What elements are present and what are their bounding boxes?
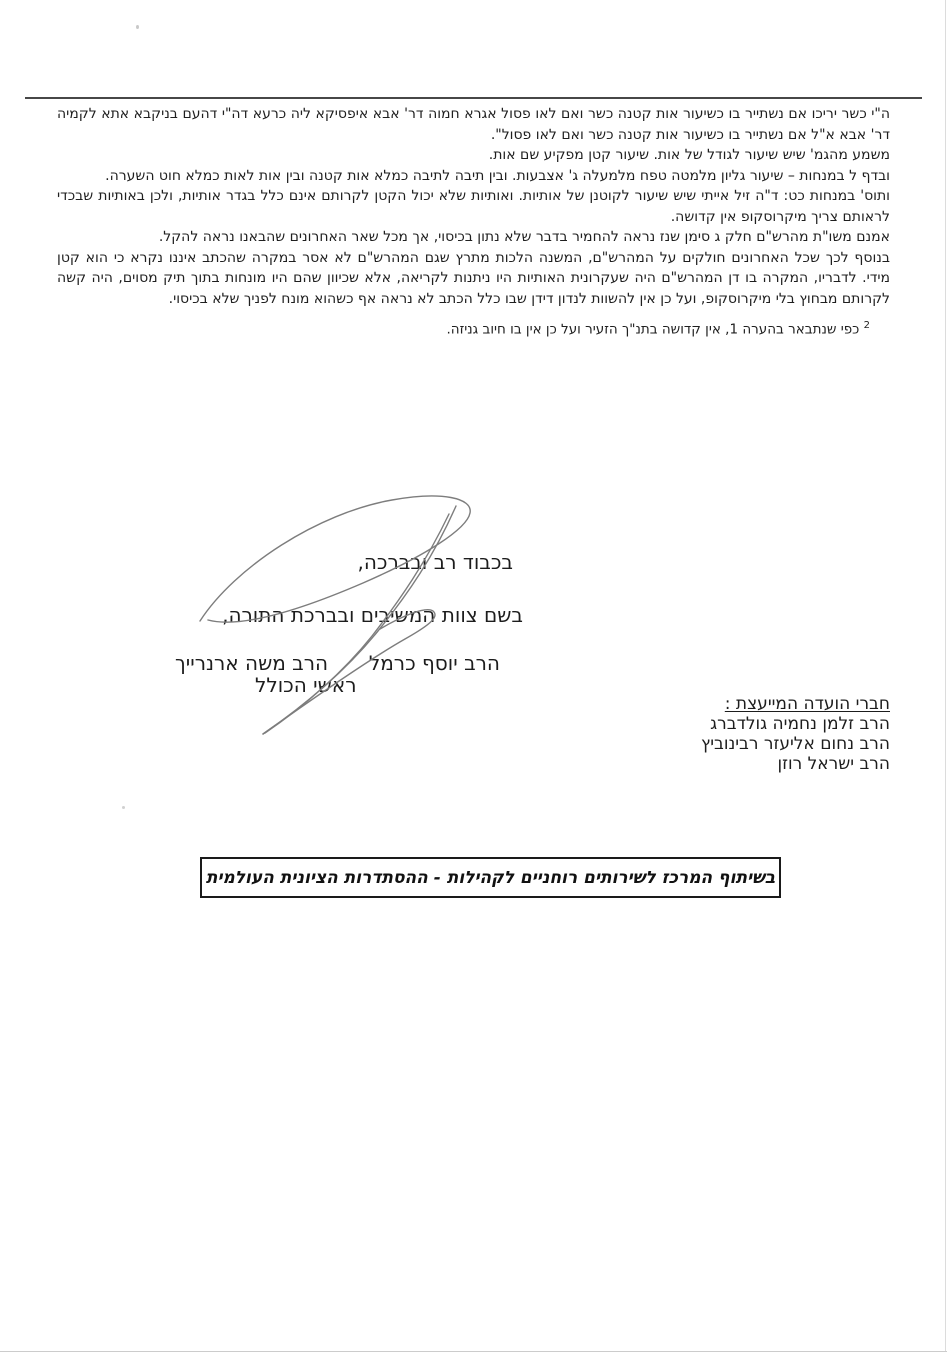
committee-member-3: הרב ישראל רוזן — [777, 754, 890, 774]
advisory-committee-heading: חברי הועדה המייעצת : — [724, 694, 890, 714]
committee-member-1: הרב זלמן נחמיה גולדברג — [710, 714, 890, 734]
scan-speck — [122, 806, 125, 809]
footer-credit-box — [200, 857, 781, 898]
body-paragraph-3: ובדף ל במנחות – שיעור גליון מלמטה טפח מלמעלה ג' אצבעות. ובין תיבה לתיבה כמלא אות קטנה ובין אות לאות כמלא חוט השערה. — [105, 167, 890, 184]
closing-team-line: בשם צוות המשיבים ובברכת התורה, — [222, 603, 523, 627]
body-paragraph-6: בנוסף לכך שכל האחרונים חולקים על המהרש"ם, המשנה הלכות מתרץ שגם המהרש"ם לא אסר במקרה שהכתב איננו נקרא כי הוא קטן מידי. לדבריו, המקרה בו דן המהרש"ם היה שעקרונית האותיות היו ניתנות לקריאה, אלא שכיוון שהם היו מונחות בתוך תיק מסוים, היה קשה לקרותם מבחוץ בלי מיקרוסקופ, ועל כן אין להשוות לנדון דידן שבו כלל הכתב לא נראה אף כשהוא מונח לפניך שלא בכיסוי. — [57, 249, 890, 307]
header-divider-rule — [25, 97, 922, 99]
footnote — [57, 316, 890, 340]
letter-body — [57, 104, 890, 340]
body-paragraph-4: ותוס' במנחות כט: ד"ה זיל אייתי שיש שיעור לקוטנן של אותיות. ואותיות שלא יכול הקטן לקרותם אינם כלל בגדר אותיות, ולכן באותיות שבכדי לראותם צריך מיקרוסקופ אין קדושה. — [57, 188, 890, 225]
body-paragraph-2: משמע מהגמ' שיש שיעור לגודל של אות. שיעור קטן מפקיע שם אות. — [488, 147, 890, 163]
scan-speck — [136, 25, 139, 29]
footnote-text: כפי שנתבאר בהערה 1, אין קדושה בתנ"ך הזעיר ועל כן אין בו חיוב גניזה. — [446, 321, 860, 338]
committee-member-2: הרב נחום אליעזר רבינוביץ — [701, 734, 890, 754]
body-paragraph-5: אמנם משו"ת מהרש"ם חלק ג סימן שנז נראה להחמיר בדבר שלא נתון בכיסוי, אך מכל שאר האחרונים שהבאנו נראה להקל. — [158, 229, 890, 245]
footnote-marker: 2 — [863, 320, 870, 331]
signer-name-left: הרב משה ארנרייך — [175, 651, 329, 675]
footer-credit-text: בשיתוף המרכז לשירותים רוחניים לקהילות - ההסתדרות הציונית העולמית — [205, 867, 776, 888]
scan-edge — [945, 0, 946, 1352]
signer-name-right: הרב יוסף כרמל — [368, 651, 500, 675]
signers-title: ראשי הכולל — [255, 673, 357, 697]
body-paragraph-1: ה"י כשר יריכו אם נשתייר בו כשיעור אות קטנה כשר ואם לאו פסול אגרא חמוה דר' אבא איפסיקא ליה כרעא דה"י דהעם בניקבא אתא לקמיה דר' אבא א"ל אם נשתייר בו כשיעור אות קטנה כשר ואם לאו פסול". — [57, 106, 890, 143]
advisory-committee — [701, 694, 890, 774]
closing-salutation: בכבוד רב ובברכה, — [357, 550, 513, 574]
